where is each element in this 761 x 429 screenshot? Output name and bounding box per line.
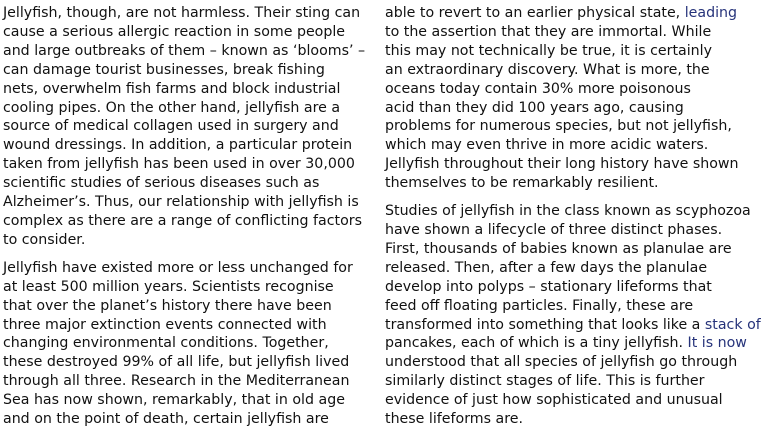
text-segment: transformed into something that looks like a (385, 316, 705, 333)
text-segment: to the assertion that they are immortal. While (385, 23, 712, 40)
text-line (385, 202, 751, 221)
text-line: through all three. Research in the Mediterranean (3, 373, 350, 390)
text-line: Jellyfish have existed more or less unchanged for (3, 259, 353, 276)
text-segment: feed off floating particles. Finally, these are (385, 297, 694, 314)
text-line: cause a serious allergic reaction in some people (3, 23, 346, 40)
text-line (385, 316, 761, 335)
text-segment: Studies of jellyfish in the class known as scyphozoa (385, 203, 751, 220)
text-line (385, 391, 745, 410)
text-segment: which may even thrive in more acidic waters. (385, 137, 709, 154)
text-segment: oceans today contain 30% more poisonous (385, 80, 691, 97)
paragraph-left-1 (3, 4, 365, 250)
text-segment: First, thousands of babies known as planulae are (385, 240, 732, 257)
text-line (385, 334, 745, 353)
text-line: changing environmental conditions. Together, (3, 335, 329, 352)
text-line: nets, overwhelm fish farms and block industrial (3, 80, 341, 97)
text-line: that over the planet’s history there have been (3, 297, 332, 314)
text-line (385, 23, 745, 42)
highlighted-text-segment: It is now (687, 335, 747, 352)
text-line (385, 80, 745, 99)
highlighted-text-segment: leading (684, 5, 738, 21)
text-segment: similarly distinct stages of life. This is further (385, 373, 705, 390)
paragraph-left-2 (3, 259, 365, 429)
text-line (385, 42, 745, 61)
text-line: these destroyed 99% of all life, but jellyfish lived (3, 354, 350, 371)
text-line: and on the point of death, certain jellyfish are (3, 411, 329, 428)
text-segment: able to revert to an earlier physical state, (385, 5, 685, 21)
text-line: source of medical collagen used in surgery and (3, 118, 339, 135)
text-line (385, 410, 745, 429)
text-line (385, 297, 745, 316)
text-line (385, 221, 745, 240)
text-line: cooling pipes. On the other hand, jellyfish are a (3, 99, 341, 116)
text-line (385, 4, 745, 23)
text-segment: problems for numerous species, but not jellyfish, (385, 118, 732, 135)
text-line: scientific studies of serious diseases such as (3, 175, 320, 192)
text-line (385, 99, 745, 118)
text-line (385, 136, 745, 155)
text-segment: Jellyfish throughout their long history have shown (385, 156, 739, 173)
text-segment: an extraordinary discovery. What is more, the (385, 61, 710, 78)
text-line: Alzheimer’s. Thus, our relationship with jellyfish is (3, 194, 359, 211)
text-line: Sea has now shown, remarkably, that in old age (3, 392, 345, 409)
text-line (385, 61, 745, 80)
text-line: complex as there are a range of conflicting factors (3, 212, 362, 229)
text-segment: this may not technically be true, it is certainly (385, 42, 712, 59)
text-line: at least 500 million years. Scientists recognise (3, 278, 334, 295)
text-segment: these lifeforms are. (385, 411, 523, 428)
text-line: can damage tourist businesses, break fishing (3, 61, 325, 78)
text-line (385, 353, 745, 372)
text-segment: acid than they did 100 years ago, causing (385, 99, 684, 116)
text-line (385, 117, 745, 136)
text-line: to consider. (3, 231, 86, 248)
right-column (385, 4, 761, 429)
text-segment: develop into polyps – stationary lifeforms that (385, 278, 712, 295)
paragraph-gap (3, 250, 365, 259)
text-line: and large outbreaks of them – known as ‘blooms’ – (3, 42, 366, 59)
text-line: wound dressings. In addition, a particular protein (3, 137, 353, 154)
text-segment: pancakes, each of which is a tiny jellyfish. (385, 335, 688, 352)
text-line (385, 240, 745, 259)
text-line (385, 155, 745, 174)
text-segment: have shown a lifecycle of three distinct phases. (385, 221, 723, 238)
highlighted-text-segment: stack of (704, 316, 761, 333)
text-segment: evidence of just how sophisticated and unusual (385, 392, 723, 409)
text-line (385, 278, 745, 297)
paragraph-right-2 (385, 202, 761, 429)
left-column (3, 4, 365, 429)
paragraph-right-1 (385, 4, 745, 193)
text-line: taken from jellyfish has been used in over 30,000 (3, 156, 355, 173)
text-segment: released. Then, after a few days the planulae (385, 259, 708, 276)
text-segment: themselves to be remarkably resilient. (385, 175, 659, 192)
text-line (385, 372, 745, 391)
text-segment: understood that all species of jellyfish go through (385, 354, 738, 371)
text-line (385, 259, 745, 278)
text-line: Jellyfish, though, are not harmless. Their sting can (3, 5, 361, 21)
text-line: three major extinction events connected with (3, 316, 327, 333)
paragraph-gap (385, 193, 745, 202)
text-line (385, 174, 745, 193)
